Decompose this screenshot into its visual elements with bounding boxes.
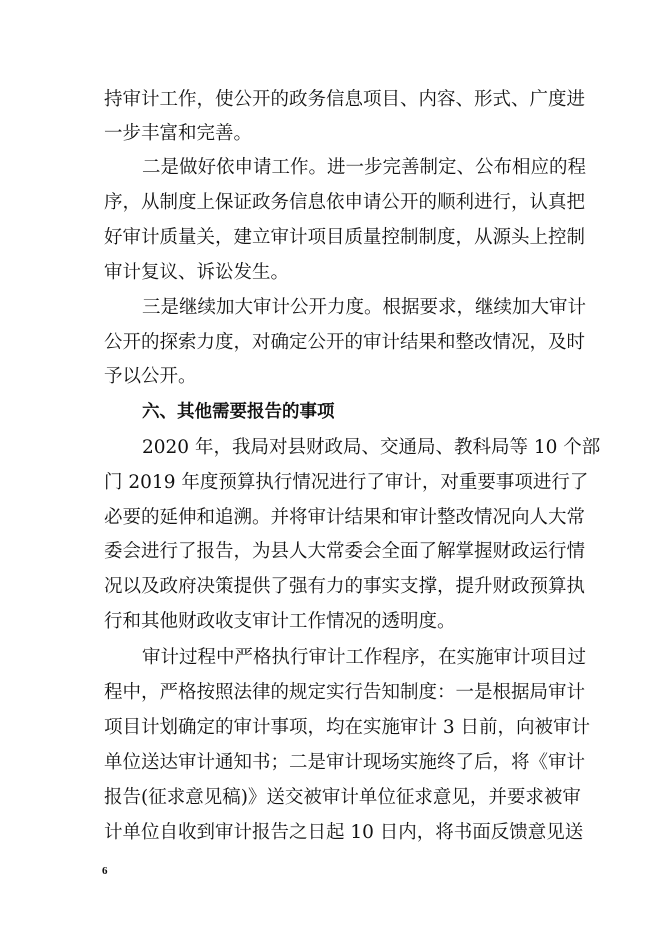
paragraph-line: 好审计质量关，建立审计项目质量控制制度，从源头上控制 — [104, 227, 586, 248]
paragraph-line: 委会进行了报告，为县人大常委会全面了解掌握财政运行情 — [104, 541, 586, 562]
paragraph-line: 持审计工作，使公开的政务信息项目、内容、形式、广度进 — [104, 89, 586, 110]
paragraph-line: 计单位自收到审计报告之日起 10 日内，将书面反馈意见送 — [104, 822, 584, 843]
paragraph-line: 程中，严格按照法律的规定实行告知制度：一是根据局审计 — [104, 682, 586, 703]
paragraph-line: 单位送达审计通知书；二是审计现场实施终了后，将《审计 — [104, 752, 586, 773]
paragraph-line: 审计复议、诉讼发生。 — [104, 262, 290, 283]
paragraph-line: 行和其他财政收支审计工作情况的透明度。 — [104, 611, 456, 632]
page-number: 6 — [102, 865, 108, 877]
paragraph-line: 门 2019 年度预算执行情况进行了审计，对重要事项进行了 — [104, 472, 589, 493]
paragraph-line: 2020 年，我局对县财政局、交通局、教科局等 10 个部 — [142, 437, 601, 458]
paragraph-line: 项目计划确定的审计事项，均在实施审计 3 日前，向被审计 — [104, 717, 591, 738]
paragraph-line: 况以及政府决策提供了强有力的事实支撑，提升财政预算执 — [104, 576, 586, 597]
paragraph-line: 报告(征求意见稿)》送交被审计单位征求意见，并要求被审 — [104, 787, 581, 808]
paragraph-line: 予以公开。 — [104, 366, 197, 387]
paragraph-line: 必要的延伸和追溯。并将审计结果和审计整改情况向人大常 — [104, 507, 586, 528]
paragraph-line: 审计过程中严格执行审计工作程序，在实施审计项目过 — [142, 647, 587, 668]
paragraph-line: 一步丰富和完善。 — [104, 123, 253, 144]
section-heading: 六、其他需要报告的事项 — [142, 402, 335, 422]
paragraph-line: 三是继续加大审计公开力度。根据要求，继续加大审计 — [142, 297, 587, 318]
paragraph-line: 序，从制度上保证政务信息依申请公开的顺利进行，认真把 — [104, 192, 586, 213]
paragraph-line: 公开的探索力度，对确定公开的审计结果和整改情况，及时 — [104, 332, 586, 353]
paragraph-line: 二是做好依申请工作。进一步完善制定、公布相应的程 — [142, 157, 587, 178]
